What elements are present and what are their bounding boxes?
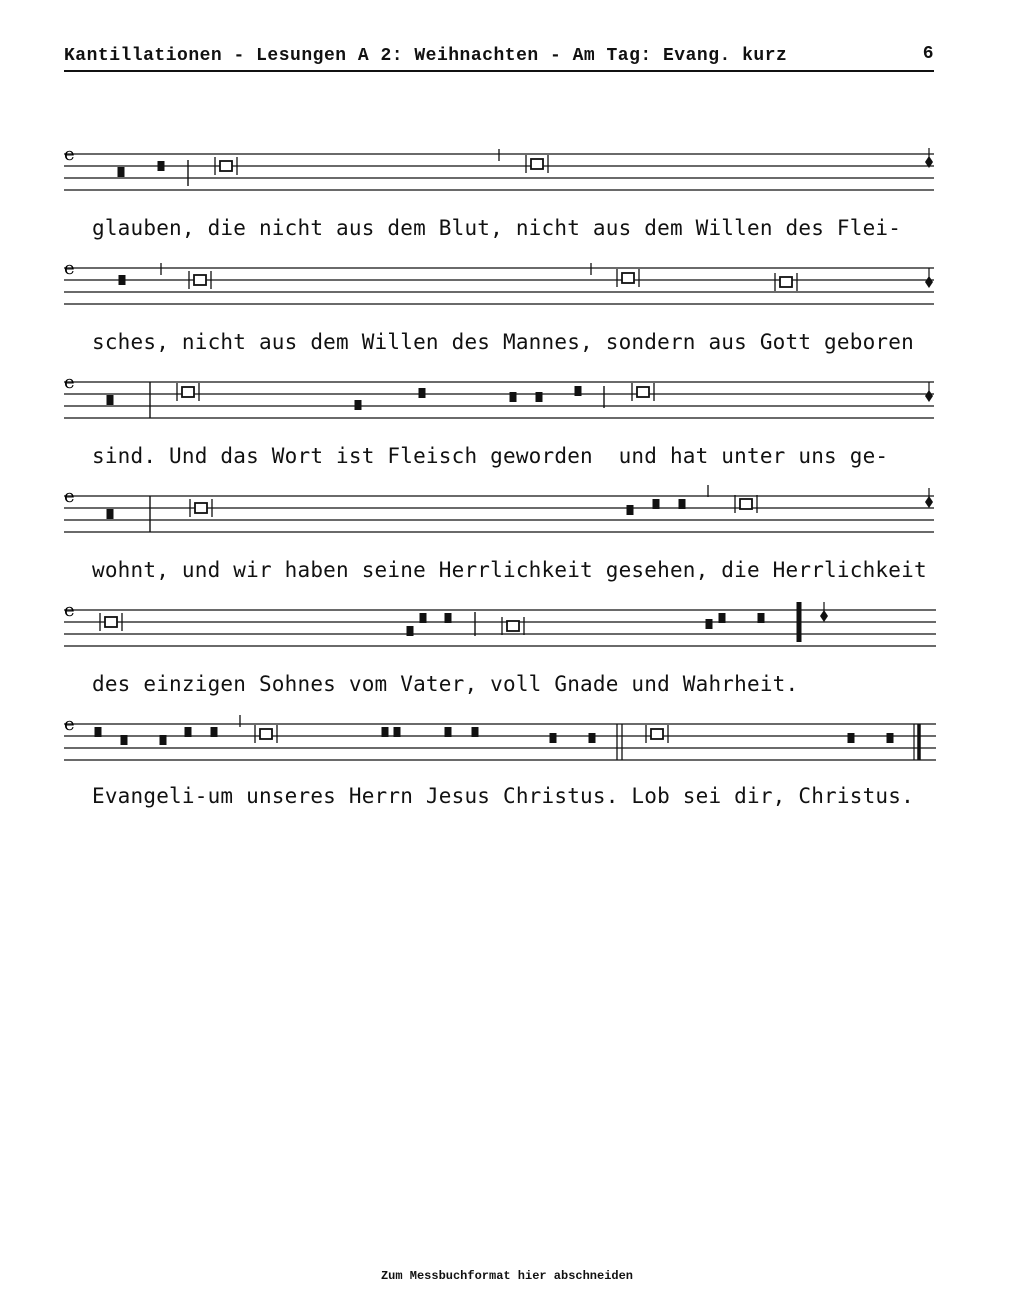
reciting-note (740, 499, 752, 509)
note (119, 275, 126, 285)
staff-2 (64, 254, 936, 310)
note (185, 727, 192, 737)
note (536, 392, 543, 402)
note (575, 386, 582, 396)
note (706, 619, 713, 629)
cut-note: Zum Messbuchformat hier abschneiden (380, 1269, 634, 1283)
reciting-note (260, 729, 272, 739)
note (510, 392, 517, 402)
note (719, 613, 726, 623)
staff-system-1 (64, 140, 936, 196)
lyric-line-2: sches, nicht aus dem Willen des Mannes, sondern aus Gott geboren (92, 330, 914, 354)
lyric-line-4: wohnt, und wir haben seine Herrlichkeit gesehen, die Herrlichkeit (92, 558, 927, 582)
reciting-note (507, 621, 519, 631)
lyric-line-5: des einzigen Sohnes vom Vater, voll Gnade und Wahrheit. (92, 672, 799, 696)
note (848, 733, 855, 743)
staff-system-3 (64, 368, 936, 424)
note (107, 395, 114, 405)
reciting-note (531, 159, 543, 169)
note (589, 733, 596, 743)
reciting-note (220, 161, 232, 171)
reciting-note (651, 729, 663, 739)
note (95, 727, 102, 737)
note (420, 613, 427, 623)
clef: e (64, 486, 75, 507)
reciting-note (194, 275, 206, 285)
clef: e (64, 714, 75, 735)
note (627, 505, 634, 515)
lyric-line-3: sind. Und das Wort ist Fleisch geworden und hat unter uns ge- (92, 444, 889, 468)
reciting-note (195, 503, 207, 513)
staff-system-6 (64, 710, 936, 766)
note (419, 388, 426, 398)
staff-3 (64, 368, 936, 424)
note (445, 613, 452, 623)
note (382, 727, 389, 737)
note (679, 499, 686, 509)
staff-4 (64, 482, 936, 538)
note (118, 167, 125, 177)
note (887, 733, 894, 743)
reciting-note (622, 273, 634, 283)
clef: e (64, 372, 75, 393)
staff-system-5 (64, 596, 936, 652)
note (211, 727, 218, 737)
note (394, 727, 401, 737)
clef: e (64, 600, 75, 621)
reciting-note (780, 277, 792, 287)
note (653, 499, 660, 509)
lyric-line-6: Evangeli-um unseres Herrn Jesus Christus. Lob sei dir, Christus. (92, 784, 914, 808)
clef: e (64, 258, 75, 279)
page-number: 6 (922, 44, 934, 64)
reciting-note (637, 387, 649, 397)
staff-5 (64, 596, 936, 652)
clef: e (64, 144, 75, 165)
staff-6 (64, 710, 936, 766)
staff-system-2 (64, 254, 936, 310)
reciting-note (105, 617, 117, 627)
note (160, 735, 167, 745)
note (355, 400, 362, 410)
note (550, 733, 557, 743)
reciting-note (182, 387, 194, 397)
staff-system-4 (64, 482, 936, 538)
note (758, 613, 765, 623)
note (121, 735, 128, 745)
note (407, 626, 414, 636)
note (445, 727, 452, 737)
lyric-line-1: glauben, die nicht aus dem Blut, nicht aus dem Willen des Flei- (92, 216, 902, 240)
page-header (64, 44, 934, 72)
header-title: Kantillationen - Lesungen A 2: Weihnachten - Am Tag: Evang. kurz (64, 46, 788, 66)
staff-1 (64, 140, 936, 196)
note (158, 161, 165, 171)
note (107, 509, 114, 519)
note (472, 727, 479, 737)
